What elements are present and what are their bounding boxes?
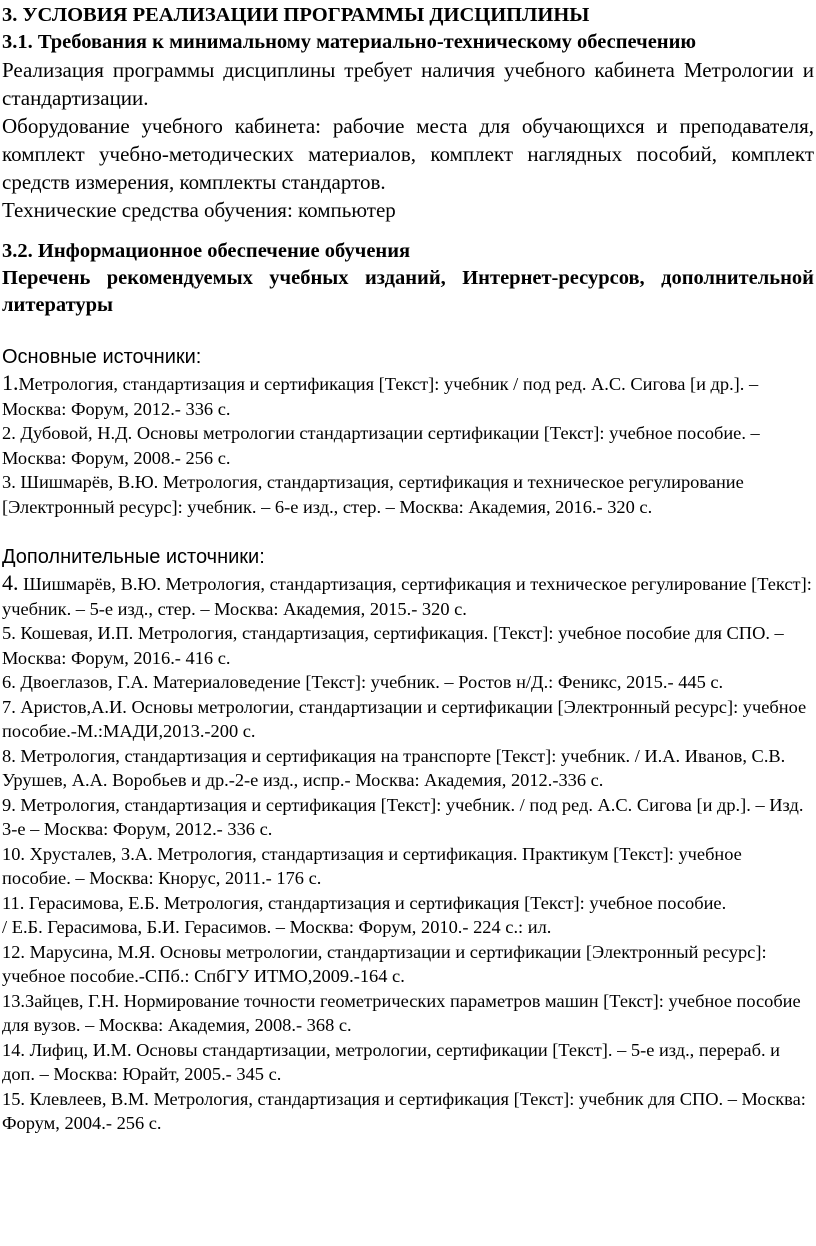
reference-text: Клевлеев, В.М. Метрология, стандартизация и сертификация [Текст]: учебник для СПО. – Москва: Форум, 2004.- 256 с. <box>2 1088 806 1133</box>
reference-text: Двоеглазов, Г.А. Материаловедение [Текст]: учебник. – Ростов н/Д.: Феникс, 2015.- 445 с. <box>15 672 724 692</box>
reference-text: Герасимова, Е.Б. Метрология, стандартизация и сертификация [Текст]: учебное пособие. <box>24 892 727 913</box>
reference-text: Метрология, стандартизация и сертификация [Текст]: учебник. / под ред. А.С. Сигова [и др.]. – Изд. 3-е – Москва: Форум, 2012.- 336 с. <box>2 794 804 839</box>
reference-number: 6. <box>2 672 16 692</box>
reference-text: Кошевая, И.П. Метрология, стандартизация, сертификация. [Текст]: учебное пособие для СПО. – Москва: Форум, 2016.- 416 с. <box>2 623 784 668</box>
reference-item <box>2 940 814 989</box>
reference-item <box>2 744 814 793</box>
reference-text: Дубовой, Н.Д. Основы метрологии стандартизации сертификации [Текст]: учебное пособие. – Москва: Форум, 2008.- 256 с. <box>2 423 760 468</box>
reference-text: Шишмарёв, В.Ю. Метрология, стандартизация, сертификация и техническое регулирование [Текст]: учебник. – 5-е изд., стер. – Москва: Академия, 2015.- 320 с. <box>2 574 812 619</box>
reference-number: 5. <box>2 623 16 643</box>
reference-item <box>2 891 814 916</box>
section-title: 3. УСЛОВИЯ РЕАЛИЗАЦИИ ПРОГРАММЫ ДИСЦИПЛИНЫ <box>2 4 590 26</box>
reference-number: 11. <box>2 892 25 913</box>
reference-item <box>2 1087 814 1136</box>
main-sources-list <box>2 371 814 519</box>
reference-item <box>2 695 814 744</box>
main-sources-label: Основные источники: <box>2 346 202 368</box>
reference-item <box>2 793 814 842</box>
reference-number: 7. <box>2 696 16 717</box>
reference-text: Лифиц, И.М. Основы стандартизации, метрологии, сертификации [Текст]. – 5-е изд., перераб. и доп. – Москва: Юрайт, 2005.- 345 с. <box>2 1039 780 1084</box>
reference-item <box>2 470 814 519</box>
reference-number: 1. <box>2 370 19 395</box>
reference-item <box>2 421 814 470</box>
reference-text: Зайцев, Г.Н. Нормирование точности геометрических параметров машин [Текст]: учебное пособие для вузов. – Москва: Академия, 2008.- 368 с. <box>2 990 801 1035</box>
subsection-subheading-list: Перечень рекомендуемых учебных изданий, Интернет-ресурсов, дополнительной литературы <box>2 267 814 316</box>
reference-number: 12. <box>2 941 25 962</box>
reference-number: 3. <box>2 472 16 492</box>
reference-number: 9. <box>2 794 16 815</box>
subsection-heading-3-2: 3.2. Информационное обеспечение обучения <box>2 240 411 262</box>
reference-number: 10. <box>2 843 25 864</box>
subsection-heading-3-1: 3.1. Требования к минимальному материально-техническому обеспечению <box>2 31 697 53</box>
reference-continuation: / Е.Б. Герасимова, Б.И. Герасимов. – Москва: Форум, 2010.- 224 с.: ил. <box>2 917 552 937</box>
reference-item <box>2 670 814 695</box>
reference-item <box>2 842 814 891</box>
reference-text: Хрусталев, З.А. Метрология, стандартизация и сертификация. Практикум [Текст]: учебное пособие. – Москва: Кнорус, 2011.- 176 с. <box>2 843 742 888</box>
reference-item <box>2 371 814 421</box>
reference-item <box>2 571 814 621</box>
reference-item <box>2 989 814 1038</box>
reference-text: Шишмарёв, В.Ю. Метрология, стандартизация, сертификация и техническое регулирование [Электронный ресурс]: учебник. – 6-е изд., стер. – Москва: Академия, 2016.- 320 с. <box>2 472 744 517</box>
reference-number: 15. <box>2 1088 25 1109</box>
paragraph-tech-means: Технические средства обучения: компьютер <box>2 198 396 222</box>
paragraph-cabinet: Реализация программы дисциплины требует наличия учебного кабинета Метрологии и стандартизации. <box>2 58 814 110</box>
reference-number: 13. <box>2 990 25 1011</box>
reference-text: Метрология, стандартизация и сертификация [Текст]: учебник / под ред. А.С. Сигова [и др.]. – Москва: Форум, 2012.- 336 с. <box>2 374 759 419</box>
reference-number: 2. <box>2 423 16 443</box>
reference-number: 4. <box>2 570 19 595</box>
reference-item <box>2 621 814 670</box>
reference-text: Марусина, М.Я. Основы метрологии, стандартизации и сертификации [Электронный ресурс]: учебное пособие.-СПб.: СпбГУ ИТМО,2009.-164 с. <box>2 941 767 986</box>
reference-text: Аристов,А.И. Основы метрологии, стандартизации и сертификации [Электронный ресурс]: учебное пособие.-М.:МАДИ,2013.-200 с. <box>2 696 807 741</box>
paragraph-equipment: Оборудование учебного кабинета: рабочие места для обучающихся и преподавателя, комплект учебно-методических материалов, комплект наглядных пособий, комплект средств измерения, комплекты стандартов. <box>2 114 814 194</box>
reference-text: Метрология, стандартизация и сертификация на транспорте [Текст]: учебник. / И.А. Иванов, С.В. Урушев, А.А. Воробьев и др.-2-е изд., испр.- Москва: Академия, 2012.-336 с. <box>2 745 786 790</box>
extra-sources-list <box>2 571 814 1136</box>
reference-number: 8. <box>2 745 16 766</box>
extra-sources-label: Дополнительные источники: <box>2 546 265 568</box>
reference-item <box>2 1038 814 1087</box>
reference-number: 14. <box>2 1039 25 1060</box>
